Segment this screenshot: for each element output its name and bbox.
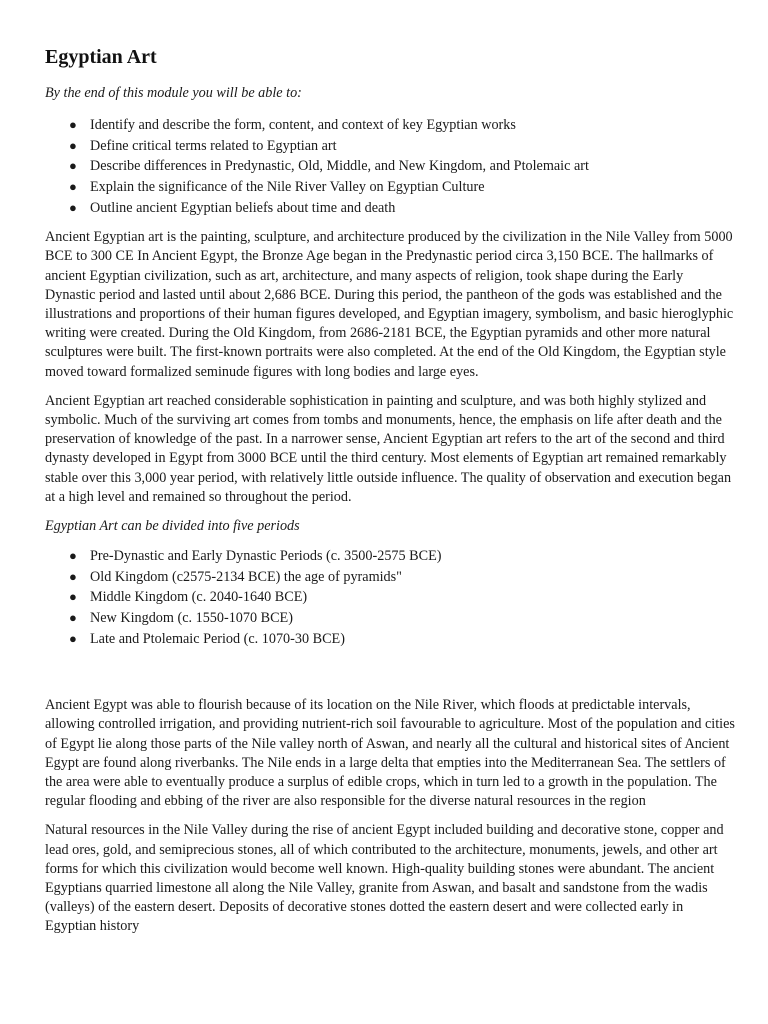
bullet-icon: ● [69, 548, 77, 564]
list-item-text: Late and Ptolemaic Period (c. 1070-30 BCE) [90, 630, 345, 647]
list-item [69, 115, 735, 136]
list-item [69, 156, 735, 177]
section-spacer [45, 659, 735, 696]
periods-heading: Egyptian Art can be divided into five periods [45, 518, 300, 535]
module-intro: By the end of this module you will be able to: [45, 85, 302, 101]
list-item [69, 546, 735, 567]
list-item-text: Describe differences in Predynastic, Old, Middle, and New Kingdom, and Ptolemaic art [90, 158, 589, 175]
list-item-text: Define critical terms related to Egyptian art [90, 137, 337, 154]
bullet-icon: ● [69, 589, 77, 605]
list-item-text: Explain the significance of the Nile River Valley on Egyptian Culture [90, 178, 485, 195]
paragraph-overview: Ancient Egyptian art is the painting, sculpture, and architecture produced by the civilization in the Nile Valley from 5000 BCE to 300 CE In Ancient Egypt, the Bronze Age began in the Predynastic period circa 3,150 BCE. The hallmarks of ancient Egyptian civilization, such as art, architecture, and many aspects of religion, took shape during the Early Dynastic period and lasted until about 2,686 BCE. During this period, the pantheon of the gods was established and the illustrations and proportions of their human figures developed, and Egyptian imagery, symbolism, and basic hieroglyphic writing were created. During the Old Kingdom, from 2686-2181 BCE, the Egyptian pyramids and other more natural sculptures were built. The first-known portraits were also completed. At the end of the Old Kingdom, the Egyptian style moved toward formalized seminude figures with long bodies and large eyes. [45, 229, 734, 380]
bullet-icon: ● [69, 568, 77, 584]
list-item-text: Pre-Dynastic and Early Dynastic Periods (c. 3500-2575 BCE) [90, 548, 442, 565]
paragraph-sophistication: Ancient Egyptian art reached considerable sophistication in painting and sculpture, and was both highly stylized and symbolic. Much of the surviving art comes from tombs and monuments, hence, the emphasis on life after death and the preservation of knowledge of the past. In a narrower sense, Ancient Egyptian art refers to the art of the second and third dynasty developed in Egypt from 3000 BCE until the third century. Most elements of Egyptian art remained remarkably stable over this 3,000 year period, with relatively little outside influence. The quality of observation and execution began at a high level and remained so throughout the period. [45, 392, 732, 505]
list-item-text: Identify and describe the form, content, and context of key Egyptian works [90, 117, 516, 134]
objectives-list [45, 115, 735, 218]
list-item [69, 177, 735, 198]
bullet-icon: ● [69, 178, 77, 194]
list-item [69, 136, 735, 157]
periods-list [45, 546, 735, 649]
bullet-icon: ● [69, 158, 77, 174]
list-item [69, 629, 735, 650]
bullet-icon: ● [69, 630, 77, 646]
list-item-text: Outline ancient Egyptian beliefs about time and death [90, 199, 396, 216]
document-page [45, 44, 735, 947]
list-item [69, 567, 735, 588]
paragraph-resources: Natural resources in the Nile Valley during the rise of ancient Egypt included building and decorative stone, copper and lead ores, gold, and semiprecious stones, all of which contributed to the architecture, monuments, jewels, and other art forms for which this civilization would become well known. High-quality building stones were abundant. The ancient Egyptians quarried limestone all along the Nile Valley, granite from Aswan, and basalt and sandstone from the wadis (valleys) of the eastern desert. Deposits of decorative stones dotted the eastern desert and were collected early in Egyptian history [45, 822, 724, 935]
bullet-icon: ● [69, 199, 77, 215]
list-item-text: Old Kingdom (c2575-2134 BCE) the age of pyramids" [90, 568, 402, 585]
bullet-icon: ● [69, 137, 77, 153]
bullet-icon: ● [69, 117, 77, 133]
page-title: Egyptian Art [45, 46, 157, 68]
paragraph-nile: Ancient Egypt was able to flourish because of its location on the Nile River, which floods at predictable intervals, allowing controlled irrigation, and providing nutrient-rich soil favourable to agriculture. Most of the population and cities of Egypt lie along those parts of the Nile valley north of Aswan, and nearly all the cultural and historical sites of Ancient Egypt are found along riverbanks. The Nile ends in a large delta that empties into the Mediterranean Sea. The settlers of the area were able to eventually produce a surplus of edible crops, which in turn led to a growth in the population. The regular flooding and ebbing of the river are also responsible for the diverse natural resources in the region [45, 697, 735, 810]
list-item [69, 587, 735, 608]
list-item [69, 608, 735, 629]
list-item-text: New Kingdom (c. 1550-1070 BCE) [90, 610, 293, 626]
list-item [69, 198, 735, 219]
bullet-icon: ● [69, 610, 77, 625]
list-item-text: Middle Kingdom (c. 2040-1640 BCE) [90, 589, 308, 606]
